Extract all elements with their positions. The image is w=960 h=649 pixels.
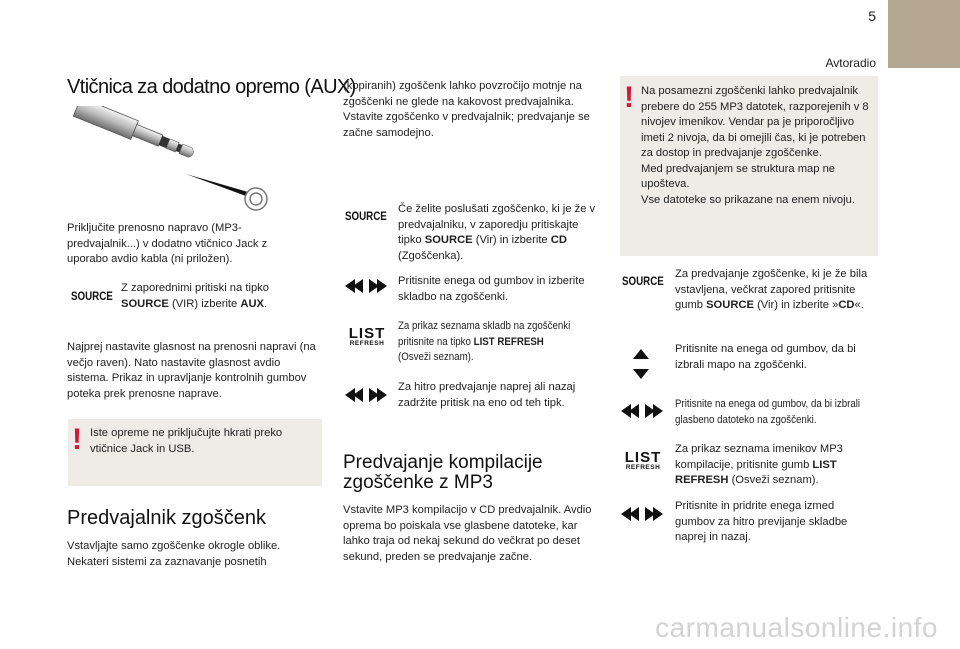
page-number-tab (888, 0, 960, 68)
cd-player-title: Predvajalnik zgoščenk (67, 507, 266, 529)
aux-title: Vtičnica za dodatno opremo (AUX) (67, 76, 356, 98)
mp3-step-file: Pritisnite na enega od gumbov, da bi izbrali glasbeno datoteko na zgoščenki. (675, 398, 861, 426)
section-title: Avtoradio (825, 56, 876, 70)
aux-volume-text: Najprej nastavite glasnost na prenosni napravi (na večjo raven). Nato nastavite glasnost avdio sistema. Prikaz in upravljanje kontrolnih gumbov poteka prek prenosne naprave. (67, 341, 316, 400)
mp3-step-list: Za prikaz seznama imenikov MP3 kompilacije, pritisnite gumb LIST REFRESH (Osveži seznam). (675, 443, 843, 486)
cd-intro-text: (kopiranih) zgoščenk lahko povzročijo motnje na zgoščenki ne glede na kakovost predvajalnika. Vstavite zgoščenko v predvajalnik; predvajanje se začne samodejno. (343, 80, 590, 139)
cd-step-list: Za prikaz seznama skladb na zgoščenki pritisnite na tipko LIST REFRESH (Osveži seznam). (398, 320, 571, 363)
mp3-info-text: Na posamezni zgoščenki lahko predvajalnik prebere do 255 MP3 datotek, razporejenih v 8 nivojev imenikov. Vendar pa je priporočljivo imeti 2 nivoja, da bi omejili čas, ki je potreben za dostop in predvajanje zgoščenke. Med predvajanjem se struktura map ne upošteva. Vse datoteke so prikazane na enem nivoju. (641, 85, 869, 206)
aux-warning-text: Iste opreme ne priključujte hkrati preko vtičnice Jack in USB. (90, 427, 283, 455)
aux-step-source: Z zaporednimi pritiski na tipko SOURCE (VIR) izberite AUX. (121, 282, 269, 310)
page-number: 5 (868, 8, 876, 24)
mp3-step-folder: Pritisnite na enega od gumbov, da bi izbrali mapo na zgoščenki. (675, 343, 856, 371)
list-refresh-icon (345, 327, 389, 347)
warning-icon: ! (72, 423, 82, 456)
mp3-intro-text: Vstavite MP3 kompilacijo v CD predvajalnik. Avdio oprema bo poiskala vse glasbene datoteke, kar lahko traja od nekaj sekund do večkrat po deset sekund, preden se predvajanje začne. (343, 504, 592, 563)
cd-player-text: Vstavljajte samo zgoščenke okrogle oblike. Nekateri sistemi za zaznavanje posnetih (67, 540, 281, 568)
list-refresh-icon (621, 451, 665, 471)
refresh-label: REFRESH (349, 340, 385, 347)
cd-step-source: Če želite poslušati zgoščenko, ki je že v predvajalniku, v zaporedju pritiskajte tipko SOURCE (Vir) in izberite CD (Zgoščenka). (398, 203, 596, 262)
source-button-icon: SOURCE (71, 291, 113, 303)
warning-icon: ! (624, 81, 634, 114)
list-label: LIST (624, 449, 662, 466)
mp3-step-fast: Pritisnite in pridrite enega izmed gumbov za hitro previjanje skladbe naprej in nazaj. (675, 500, 848, 543)
mp3-title: Predvajanje kompilacije zgoščenke z MP3 (343, 452, 543, 493)
left-right-arrows-icon (621, 404, 663, 418)
source-button-icon: SOURCE (345, 211, 387, 223)
up-down-arrows-icon (633, 349, 649, 379)
aux-jack-illustration (66, 106, 276, 216)
left-right-arrows-icon (345, 279, 387, 293)
source-button-icon: SOURCE (622, 276, 664, 288)
mp3-step-source: Za predvajanje zgoščenke, ki je že bila vstavljena, večkrat zapored pritisnite gumb SOURCE (Vir) in izberite »CD«. (675, 268, 868, 311)
list-label: LIST (348, 325, 386, 342)
left-right-arrows-icon (345, 388, 387, 402)
cd-step-fast: Za hitro predvajanje naprej ali nazaj zadržite pritisk na eno od teh tipk. (398, 381, 576, 409)
cd-step-track: Pritisnite enega od gumbov in izberite skladbo na zgoščenki. (398, 275, 585, 303)
left-right-arrows-icon (621, 507, 663, 521)
aux-intro: Priključite prenosno napravo (MP3-predvajalnik...) v dodatno vtičnico Jack z uporabo avdio kabla (ni priložen). (67, 222, 268, 265)
watermark: carmanualsonline.info (655, 612, 938, 643)
refresh-label: REFRESH (625, 464, 661, 471)
